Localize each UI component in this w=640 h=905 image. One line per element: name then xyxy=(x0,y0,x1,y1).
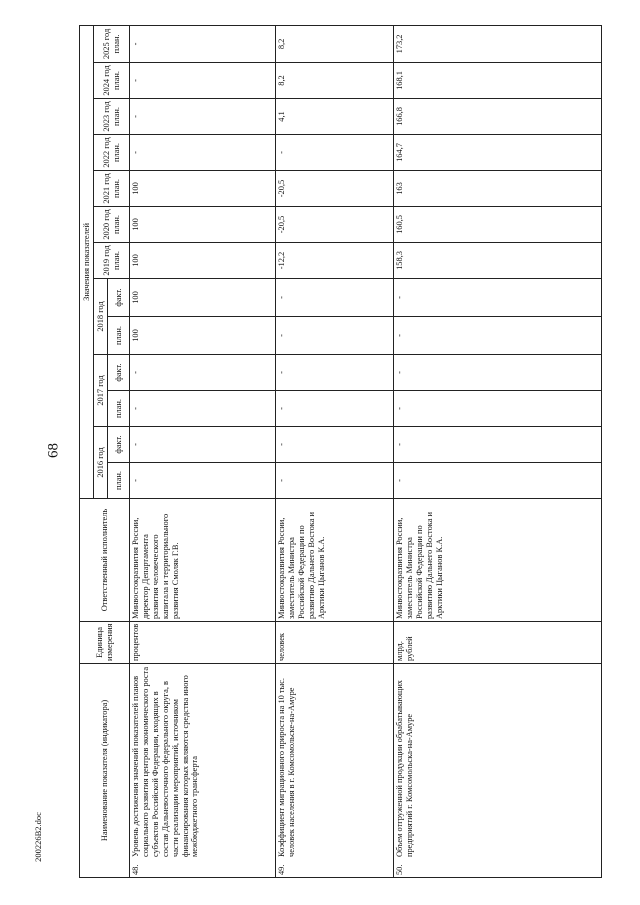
header-year-2016: 2016 год xyxy=(94,427,108,499)
value-cell: 173,2 xyxy=(394,25,602,62)
value-cell: - xyxy=(130,135,276,171)
header-year-2019: 2019 год план. xyxy=(94,243,130,279)
value-cell: - xyxy=(276,279,394,317)
value-cell: 100 xyxy=(130,171,276,207)
indicators-table xyxy=(79,25,602,878)
header-indicator-name: Наименование показателя (индикатора) xyxy=(80,664,130,878)
value-cell: - xyxy=(276,391,394,427)
header-year-2024: 2024 год план. xyxy=(94,63,130,99)
value-cell: - xyxy=(276,135,394,171)
header-year-2020: 2020 год план. xyxy=(94,207,130,243)
value-cell: - xyxy=(130,355,276,391)
header-2018-fact: факт. xyxy=(108,279,130,317)
value-cell: 8,2 xyxy=(276,25,394,62)
row-number: 49. xyxy=(277,864,286,875)
value-cell: - xyxy=(394,391,602,427)
value-cell: - xyxy=(394,427,602,463)
value-cell: - xyxy=(276,463,394,499)
table-row xyxy=(276,25,394,877)
header-year-2018: 2018 год xyxy=(94,279,108,355)
value-cell: - xyxy=(394,463,602,499)
value-cell: 100 xyxy=(130,207,276,243)
value-cell: -20,5 xyxy=(276,207,394,243)
value-cell: - xyxy=(130,427,276,463)
value-cell: 158,3 xyxy=(394,243,602,279)
value-cell: 160,5 xyxy=(394,207,602,243)
value-cell: 166,8 xyxy=(394,99,602,135)
value-cell: - xyxy=(276,427,394,463)
value-cell: - xyxy=(276,317,394,355)
indicator-name: Уровень достижения значений показателей планов социального развития центров экономического роста субъектов Российской Федерации, входящих в состав Дальневосточного федерального округа, в части реализации мероприятий, источником финансирования которых являются средства иного межбюджетного трансферта xyxy=(131,666,200,857)
unit-cell: человек xyxy=(276,622,394,664)
value-cell: 163 xyxy=(394,171,602,207)
value-cell: 164,7 xyxy=(394,135,602,171)
header-responsible: Ответственный исполнитель xyxy=(80,499,130,622)
responsible-cell: Минвостокразвития России, заместитель Министра Российской Федерации по развитию Дальнего Востока и Арктики Цыганов К.А. xyxy=(394,499,602,622)
value-cell: - xyxy=(394,317,602,355)
value-cell: 100 xyxy=(130,279,276,317)
unit-cell: процентов xyxy=(130,622,276,664)
value-cell: 4,1 xyxy=(276,99,394,135)
value-cell: -20,5 xyxy=(276,171,394,207)
value-cell: -12,2 xyxy=(276,243,394,279)
header-values: Значения показателей xyxy=(80,25,94,498)
rotated-table-container xyxy=(79,26,619,878)
value-cell: - xyxy=(130,25,276,62)
indicator-name-cell xyxy=(276,664,394,878)
value-cell: - xyxy=(276,355,394,391)
value-cell: - xyxy=(130,463,276,499)
value-cell: - xyxy=(130,99,276,135)
header-year-2023: 2023 год план. xyxy=(94,99,130,135)
value-cell: 100 xyxy=(130,243,276,279)
value-cell: - xyxy=(394,279,602,317)
page-number: 68 xyxy=(45,443,62,458)
value-cell: 100 xyxy=(130,317,276,355)
value-cell: 168,1 xyxy=(394,63,602,99)
indicator-name-cell xyxy=(130,664,276,878)
header-year-2017: 2017 год xyxy=(94,355,108,427)
table-row xyxy=(394,25,602,877)
header-year-2025: 2025 год план. xyxy=(94,25,130,62)
indicator-name: Объем отгруженной продукции обрабатывающих предприятий г. Комсомольска-на-Амуре xyxy=(395,680,414,857)
header-year-2021: 2021 год план. xyxy=(94,171,130,207)
row-number: 48. xyxy=(131,864,140,875)
value-cell: - xyxy=(130,63,276,99)
header-2016-plan: план. xyxy=(108,463,130,499)
responsible-cell: Минвостокразвития России, заместитель Министра Российской Федерации по развитию Дальнего Востока и Арктики Цыганов К.А. xyxy=(276,499,394,622)
document-id: 200226В2.doc xyxy=(33,812,43,862)
header-year-2022: 2022 год план. xyxy=(94,135,130,171)
row-number: 50. xyxy=(395,864,404,875)
unit-cell: млрд. рублей xyxy=(394,622,602,664)
responsible-cell: Минвостокразвития России, директор Департамента развития человеческого капитала и территориального развития Смоляк Г.В. xyxy=(130,499,276,622)
indicator-name: Коэффициент миграционного прироста на 10 тыс. человек населения в г. Комсомольске-на-Амуре xyxy=(277,677,296,857)
value-cell: - xyxy=(394,355,602,391)
header-2016-fact: факт. xyxy=(108,427,130,463)
value-cell: 8,2 xyxy=(276,63,394,99)
indicator-name-cell xyxy=(394,664,602,878)
header-2017-fact: факт. xyxy=(108,355,130,391)
value-cell: - xyxy=(130,391,276,427)
table-row xyxy=(130,25,276,877)
header-2017-plan: план. xyxy=(108,391,130,427)
header-unit: Единица измерения xyxy=(80,622,130,664)
header-2018-plan: план. xyxy=(108,317,130,355)
